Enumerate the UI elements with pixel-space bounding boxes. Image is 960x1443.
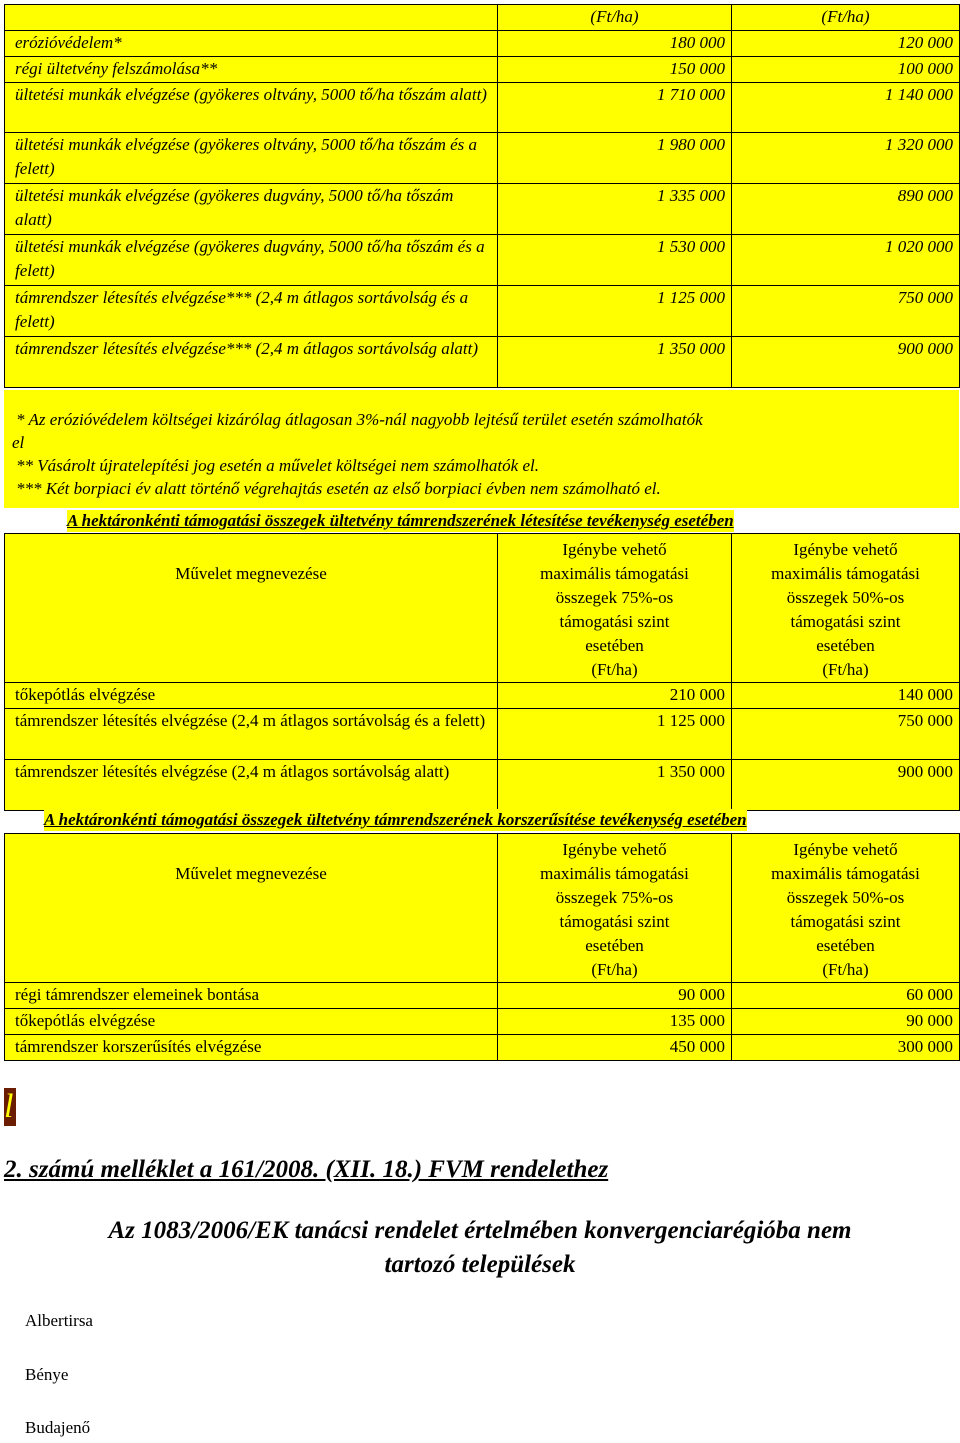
town-list-item: Budajenő	[25, 1418, 91, 1437]
town-list-item: Bénye	[25, 1365, 69, 1384]
table-header-row	[5, 534, 960, 683]
table-row	[5, 57, 960, 83]
table-row	[5, 184, 960, 235]
table-row	[5, 235, 960, 286]
row-value-75: 1 350 000	[498, 337, 732, 388]
row-value-50: 750 000	[732, 286, 960, 337]
town-list-item: Albertirsa	[25, 1311, 93, 1330]
row-label: támrendszer létesítés elvégzése*** (2,4 m átlagos sortávolság alatt)	[5, 337, 498, 388]
row-value-50: 890 000	[732, 184, 960, 235]
header-blank-cell	[5, 5, 498, 31]
page-marker-text: l	[4, 1088, 14, 1125]
header-line: Igénybe vehető	[793, 840, 898, 859]
header-line: támogatási szint	[790, 612, 901, 631]
header-unit-50: (Ft/ha)	[732, 5, 960, 31]
section-title-trellis-establishment: A hektáronkénti támogatási összegek ültetvény támrendszerének létesítése tevékenység esetében	[67, 511, 734, 530]
header-line: maximális támogatási	[771, 864, 920, 883]
header-line: (Ft/ha)	[822, 960, 869, 979]
row-value-75: 135 000	[498, 1009, 732, 1035]
row-value-50: 90 000	[732, 1009, 960, 1035]
header-line: összegek 50%-os	[786, 888, 905, 907]
row-label: ültetési munkák elvégzése (gyökeres dugvány, 5000 tő/ha tőszám és a felett)	[5, 235, 498, 286]
header-operation-name: Művelet megnevezése	[5, 834, 498, 983]
row-label: támrendszer létesítés elvégzése (2,4 m átlagos sortávolság és a felett)	[5, 709, 498, 760]
footnote-erosion: * Az erózióvédelem költségei kizárólag átlagosan 3%-nál nagyobb lejtésű terület esetén számolhatók	[16, 410, 703, 429]
table-row	[5, 337, 960, 388]
row-label: támrendszer létesítés elvégzése (2,4 m átlagos sortávolság alatt)	[5, 760, 498, 811]
header-line: esetében	[816, 936, 875, 955]
table-row	[5, 286, 960, 337]
table-header-row	[5, 834, 960, 983]
row-value-50: 750 000	[732, 709, 960, 760]
header-line: támogatási szint	[559, 612, 670, 631]
footnote-wine-year: *** Két borpiaci év alatt történő végrehajtás esetén az első borpiaci évben nem számolható el.	[16, 479, 661, 498]
row-value-50: 60 000	[732, 983, 960, 1009]
row-value-50: 140 000	[732, 683, 960, 709]
header-line: Igénybe vehető	[562, 840, 667, 859]
header-unit-75: (Ft/ha)	[498, 5, 732, 31]
row-value-50: 1 140 000	[732, 83, 960, 133]
row-value-75: 1 125 000	[498, 286, 732, 337]
row-value-50: 900 000	[732, 337, 960, 388]
row-value-75: 210 000	[498, 683, 732, 709]
header-line: maximális támogatási	[540, 864, 689, 883]
row-value-75: 180 000	[498, 31, 732, 57]
table-trellis-establishment	[4, 533, 960, 811]
table-row	[5, 683, 960, 709]
row-label: régi támrendszer elemeinek bontása	[5, 983, 498, 1009]
row-label: támrendszer létesítés elvégzése*** (2,4 m átlagos sortávolság és a felett)	[5, 286, 498, 337]
header-support-75	[498, 534, 732, 683]
header-line: esetében	[585, 936, 644, 955]
row-value-75: 1 980 000	[498, 133, 732, 184]
table-trellis-modernization	[4, 833, 960, 1061]
header-line: támogatási szint	[790, 912, 901, 931]
row-value-50: 100 000	[732, 57, 960, 83]
row-value-50: 120 000	[732, 31, 960, 57]
header-line: (Ft/ha)	[591, 960, 638, 979]
row-label: tőkepótlás elvégzése	[5, 1009, 498, 1035]
table-row	[5, 983, 960, 1009]
row-value-75: 1 710 000	[498, 83, 732, 133]
header-line: esetében	[585, 636, 644, 655]
page-marker-glyph	[4, 1088, 16, 1126]
row-value-50: 300 000	[732, 1035, 960, 1061]
row-label: régi ültetvény felszámolása**	[5, 57, 498, 83]
header-line: Igénybe vehető	[562, 540, 667, 559]
row-value-50: 1 020 000	[732, 235, 960, 286]
annex-subtitle-line: tartozó települések	[384, 1251, 576, 1278]
footnote-replanting: ** Vásárolt újratelepítési jog esetén a művelet költségei nem számolhatók el.	[16, 456, 539, 475]
table-row	[5, 760, 960, 811]
section-title-trellis-modernization: A hektáronkénti támogatási összegek ültetvény támrendszerének korszerűsítése tevékenység esetében	[44, 810, 747, 829]
header-operation-name: Művelet megnevezése	[5, 534, 498, 683]
row-value-75: 1 125 000	[498, 709, 732, 760]
table-row	[5, 1035, 960, 1061]
annex-title: 2. számú melléklet a 161/2008. (XII. 18.) FVM rendelethez	[4, 1156, 609, 1183]
table-row	[5, 83, 960, 133]
header-line: (Ft/ha)	[822, 660, 869, 679]
table-header-row	[5, 5, 960, 31]
header-line: maximális támogatási	[540, 564, 689, 583]
table-row	[5, 31, 960, 57]
row-label: ültetési munkák elvégzése (gyökeres dugvány, 5000 tő/ha tőszám alatt)	[5, 184, 498, 235]
row-value-75: 1 335 000	[498, 184, 732, 235]
row-value-50: 1 320 000	[732, 133, 960, 184]
row-label: ültetési munkák elvégzése (gyökeres oltvány, 5000 tő/ha tőszám és a felett)	[5, 133, 498, 184]
footnote-erosion-cont: el	[12, 433, 25, 452]
header-line: támogatási szint	[559, 912, 670, 931]
header-line: maximális támogatási	[771, 564, 920, 583]
row-value-75: 1 530 000	[498, 235, 732, 286]
header-line: összegek 75%-os	[555, 888, 674, 907]
header-line: összegek 75%-os	[555, 588, 674, 607]
row-label: ültetési munkák elvégzése (gyökeres oltvány, 5000 tő/ha tőszám alatt)	[5, 83, 498, 133]
row-value-75: 150 000	[498, 57, 732, 83]
row-label: tőkepótlás elvégzése	[5, 683, 498, 709]
header-line: (Ft/ha)	[591, 660, 638, 679]
row-label: erózióvédelem*	[5, 31, 498, 57]
row-value-50: 900 000	[732, 760, 960, 811]
table-row	[5, 709, 960, 760]
table-planting-costs	[4, 4, 960, 388]
row-label: támrendszer korszerűsítés elvégzése	[5, 1035, 498, 1061]
header-support-50	[732, 834, 960, 983]
header-line: esetében	[816, 636, 875, 655]
row-value-75: 90 000	[498, 983, 732, 1009]
table-row	[5, 133, 960, 184]
row-value-75: 1 350 000	[498, 760, 732, 811]
table-row	[5, 1009, 960, 1035]
header-line: Igénybe vehető	[793, 540, 898, 559]
header-support-50	[732, 534, 960, 683]
footnotes	[4, 390, 959, 508]
annex-subtitle-line: Az 1083/2006/EK tanácsi rendelet értelmében konvergenciarégióba nem	[108, 1217, 852, 1244]
annex-subtitle	[0, 1214, 960, 1282]
row-value-75: 450 000	[498, 1035, 732, 1061]
header-support-75	[498, 834, 732, 983]
header-line: összegek 50%-os	[786, 588, 905, 607]
